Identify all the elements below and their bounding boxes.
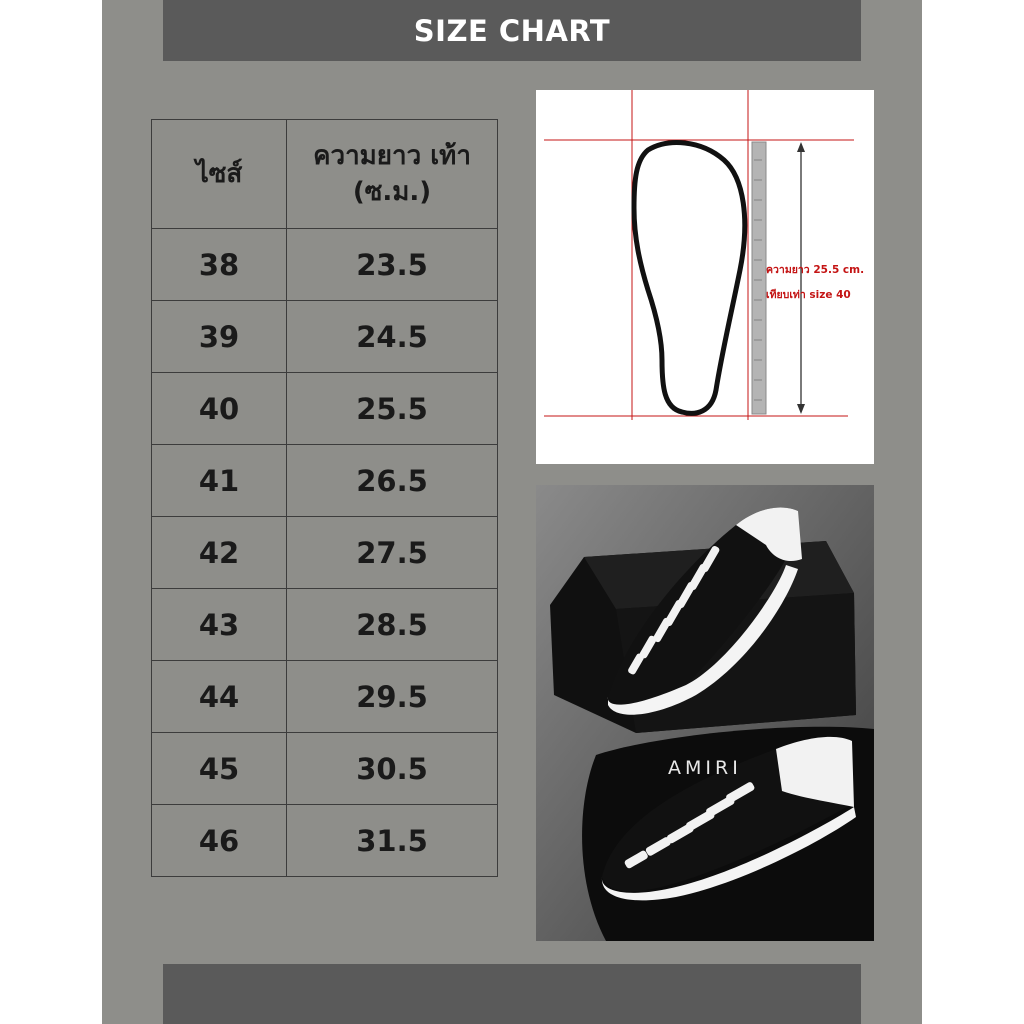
length-cell: 27.5 bbox=[287, 517, 498, 589]
size-cell: 41 bbox=[152, 445, 287, 517]
table-header-row bbox=[152, 120, 498, 229]
length-cell: 28.5 bbox=[287, 589, 498, 661]
length-column-header bbox=[287, 120, 498, 229]
size-table bbox=[151, 119, 498, 877]
ruler-icon bbox=[752, 142, 766, 414]
table-row bbox=[152, 589, 498, 661]
compare-note: เทียบเท่า size 40 bbox=[766, 289, 851, 301]
footer-bar bbox=[163, 964, 861, 1024]
length-note: ความยาว 25.5 cm. bbox=[766, 264, 865, 276]
product-photo bbox=[536, 485, 874, 941]
length-header-line1: ความยาว เท้า bbox=[313, 141, 471, 171]
table-row bbox=[152, 301, 498, 373]
size-cell: 46 bbox=[152, 805, 287, 877]
foot-measure-diagram bbox=[536, 90, 874, 464]
brand-label: AMIRI bbox=[668, 757, 742, 779]
length-cell: 31.5 bbox=[287, 805, 498, 877]
page-title: SIZE CHART bbox=[163, 0, 861, 61]
size-cell: 42 bbox=[152, 517, 287, 589]
size-cell: 43 bbox=[152, 589, 287, 661]
table-row bbox=[152, 661, 498, 733]
size-cell: 38 bbox=[152, 229, 287, 301]
table-row bbox=[152, 805, 498, 877]
table-row bbox=[152, 373, 498, 445]
table-row bbox=[152, 445, 498, 517]
table-row bbox=[152, 733, 498, 805]
length-cell: 29.5 bbox=[287, 661, 498, 733]
size-cell: 39 bbox=[152, 301, 287, 373]
length-cell: 24.5 bbox=[287, 301, 498, 373]
size-column-header: ไซส์ bbox=[152, 120, 287, 229]
length-cell: 25.5 bbox=[287, 373, 498, 445]
length-header-line2: (ซ.ม.) bbox=[352, 177, 432, 207]
size-cell: 44 bbox=[152, 661, 287, 733]
shoe-photo-illustration bbox=[536, 485, 874, 941]
size-cell: 45 bbox=[152, 733, 287, 805]
size-cell: 40 bbox=[152, 373, 287, 445]
length-cell: 23.5 bbox=[287, 229, 498, 301]
length-cell: 30.5 bbox=[287, 733, 498, 805]
length-cell: 26.5 bbox=[287, 445, 498, 517]
table-row bbox=[152, 229, 498, 301]
table-row bbox=[152, 517, 498, 589]
